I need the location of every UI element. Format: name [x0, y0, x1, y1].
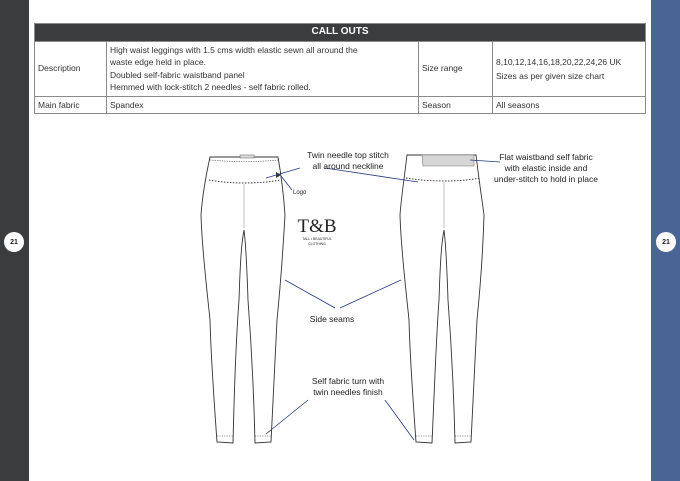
description-line: waste edge held in place.: [110, 57, 206, 67]
size-list: 8,10,12,14,16,18,20,22,24,26 UK: [496, 56, 622, 67]
size-range-label: Size range: [419, 41, 493, 96]
twin-needle-note: Twin needle top stitch: [307, 150, 389, 160]
leggings-front-view: [201, 155, 285, 443]
logo-note: Logo: [293, 190, 307, 196]
brand-monogram: T&B: [297, 216, 337, 237]
leader-hem-back: [385, 400, 414, 440]
main-fabric-label: Main fabric: [35, 96, 107, 114]
description-line: Hemmed with lock-stitch 2 needles - self fabric rolled.: [110, 82, 311, 92]
callouts-title: CALL OUTS: [35, 24, 646, 42]
brand-logo: [297, 216, 336, 246]
front-waistband-line: [209, 180, 280, 183]
leader-side-seam-front: [285, 280, 335, 308]
size-note: Sizes as per given size chart: [496, 70, 605, 81]
brand-tagline: TALL • BEAUTIFUL: [302, 237, 332, 241]
description-line: Doubled self-fabric waistband panel: [110, 69, 245, 80]
front-outline: [201, 157, 285, 443]
leader-lines: [266, 160, 500, 440]
hem-note: Self fabric turn with: [311, 376, 385, 386]
description-label: Description: [35, 41, 107, 96]
season-value: All seasons: [493, 96, 646, 114]
back-waistband-line: [406, 178, 480, 181]
leader-side-seam-back: [340, 280, 401, 308]
leader-twin-needle-front: [266, 168, 300, 178]
leggings-back-view: [400, 155, 484, 443]
page-number-left: 21: [4, 232, 24, 252]
front-top-stitch: [210, 160, 278, 162]
waistband-note: Flat waistband self fabric: [499, 152, 593, 162]
annotation-texts: [307, 150, 598, 397]
season-label: Season: [419, 96, 493, 114]
back-waistband: [422, 155, 474, 166]
twin-needle-note: all around neckline: [312, 161, 384, 171]
main-fabric-value: Spandex: [107, 96, 419, 114]
leader-waistband: [470, 160, 500, 162]
back-outline: [400, 155, 484, 443]
page-number-right: 21: [656, 232, 676, 252]
front-waistband-top: [240, 155, 254, 158]
side-seams-note: Side seams: [309, 314, 355, 324]
brand-tagline: CLOTHING: [308, 242, 326, 246]
waistband-note: with elastic inside and: [504, 163, 588, 173]
waistband-note: under-stitch to hold in place: [494, 174, 598, 184]
hem-note: twin needles finish: [313, 387, 383, 397]
description-line: High waist leggings with 1.5 cms width elastic sewn all around the: [110, 44, 358, 55]
